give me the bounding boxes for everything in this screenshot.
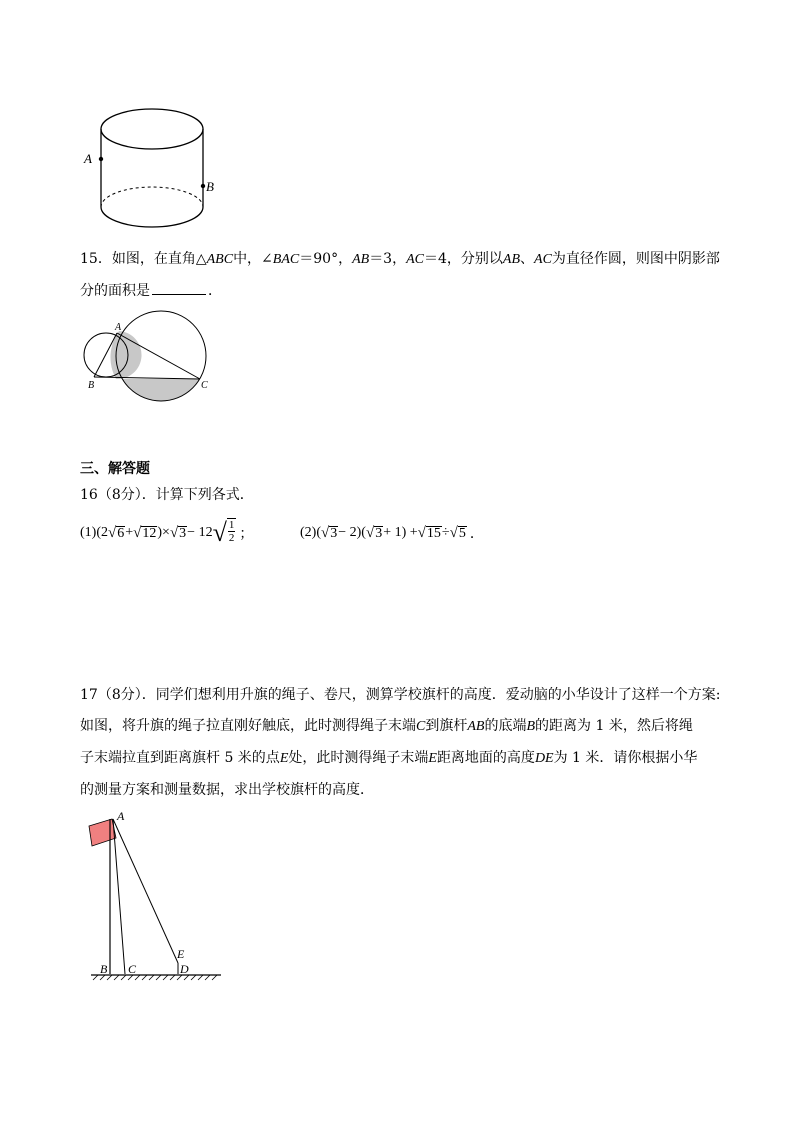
cylinder-bottom-back [101, 187, 203, 207]
point-a [99, 157, 103, 161]
section-title: 三、解答题 [80, 461, 150, 477]
label-b: B [206, 179, 214, 194]
q16-header: 16（8分）．计算下列各式． [80, 487, 254, 503]
label-a: A [115, 322, 122, 333]
label-c: C [128, 962, 137, 976]
point-b [201, 184, 205, 188]
q15-line2: 分的面积是 ． [80, 276, 222, 306]
label-a: A [117, 809, 125, 823]
sqrt-one-half: √ $\frac{1}{2}$ [212, 518, 235, 547]
cylinder-top-ellipse [101, 109, 203, 149]
label-e: E [177, 947, 185, 961]
sqrt-15: √ 15 [417, 524, 441, 541]
label-d: D [180, 962, 189, 976]
q15-line1: 15．如图，在直角△ABC中，∠BAC＝90°，AB＝3，AC＝4，分别以AB、AC为直径作圆，则图中阴影部 [80, 251, 720, 267]
ground-hatching [93, 975, 217, 980]
sqrt-3: √ 3 [365, 524, 383, 541]
label-b: B [88, 380, 95, 391]
label-b: B [100, 962, 108, 976]
q17-line1: 17（8分）．同学们想利用升旗的绳子、卷尺，测算学校旗杆的高度．爱动脑的小华设计了这样一个方案: [80, 687, 721, 703]
q17-line3: 子末端拉直到距离旗杆 5 米的点E处，此时测得绳子末端E距离地面的高度DE为 1 米．请你根据小华 [80, 750, 698, 766]
cylinder-bottom-front [101, 207, 203, 227]
sqrt-3: √ 3 [169, 524, 187, 541]
q17-flagpole-figure [85, 808, 230, 988]
q17-line4: 的测量方案和测量数据，求出学校旗杆的高度． [80, 782, 374, 798]
label-c: C [201, 380, 208, 391]
answer-blank [152, 280, 206, 295]
q17-line2: 如图，将升旗的绳子拉直刚好触底，此时测得绳子末端C到旗杆AB的底端B的距离为 1 米，然后将绳 [80, 718, 693, 734]
sqrt-6: √ 6 [108, 524, 125, 541]
sqrt-12: √ 12 [133, 524, 157, 541]
cylinder-figure [80, 95, 220, 235]
sqrt-5: √ 5 [449, 524, 466, 541]
q16-expression-2: (2)( √ 3 − 2)( √ 3 + 1) + √ 15 ÷ √ 5 ． [300, 524, 484, 542]
q15-figure [80, 308, 215, 406]
sqrt-3: √ 3 [321, 524, 338, 541]
side-bc [94, 377, 200, 379]
q16-expression-1: (1)(2 √ 6 + √ 12 )× √ 3 − 12 √ $\frac{1}{2}$ ； [80, 518, 254, 547]
label-a: A [84, 151, 92, 166]
flag [89, 819, 116, 846]
